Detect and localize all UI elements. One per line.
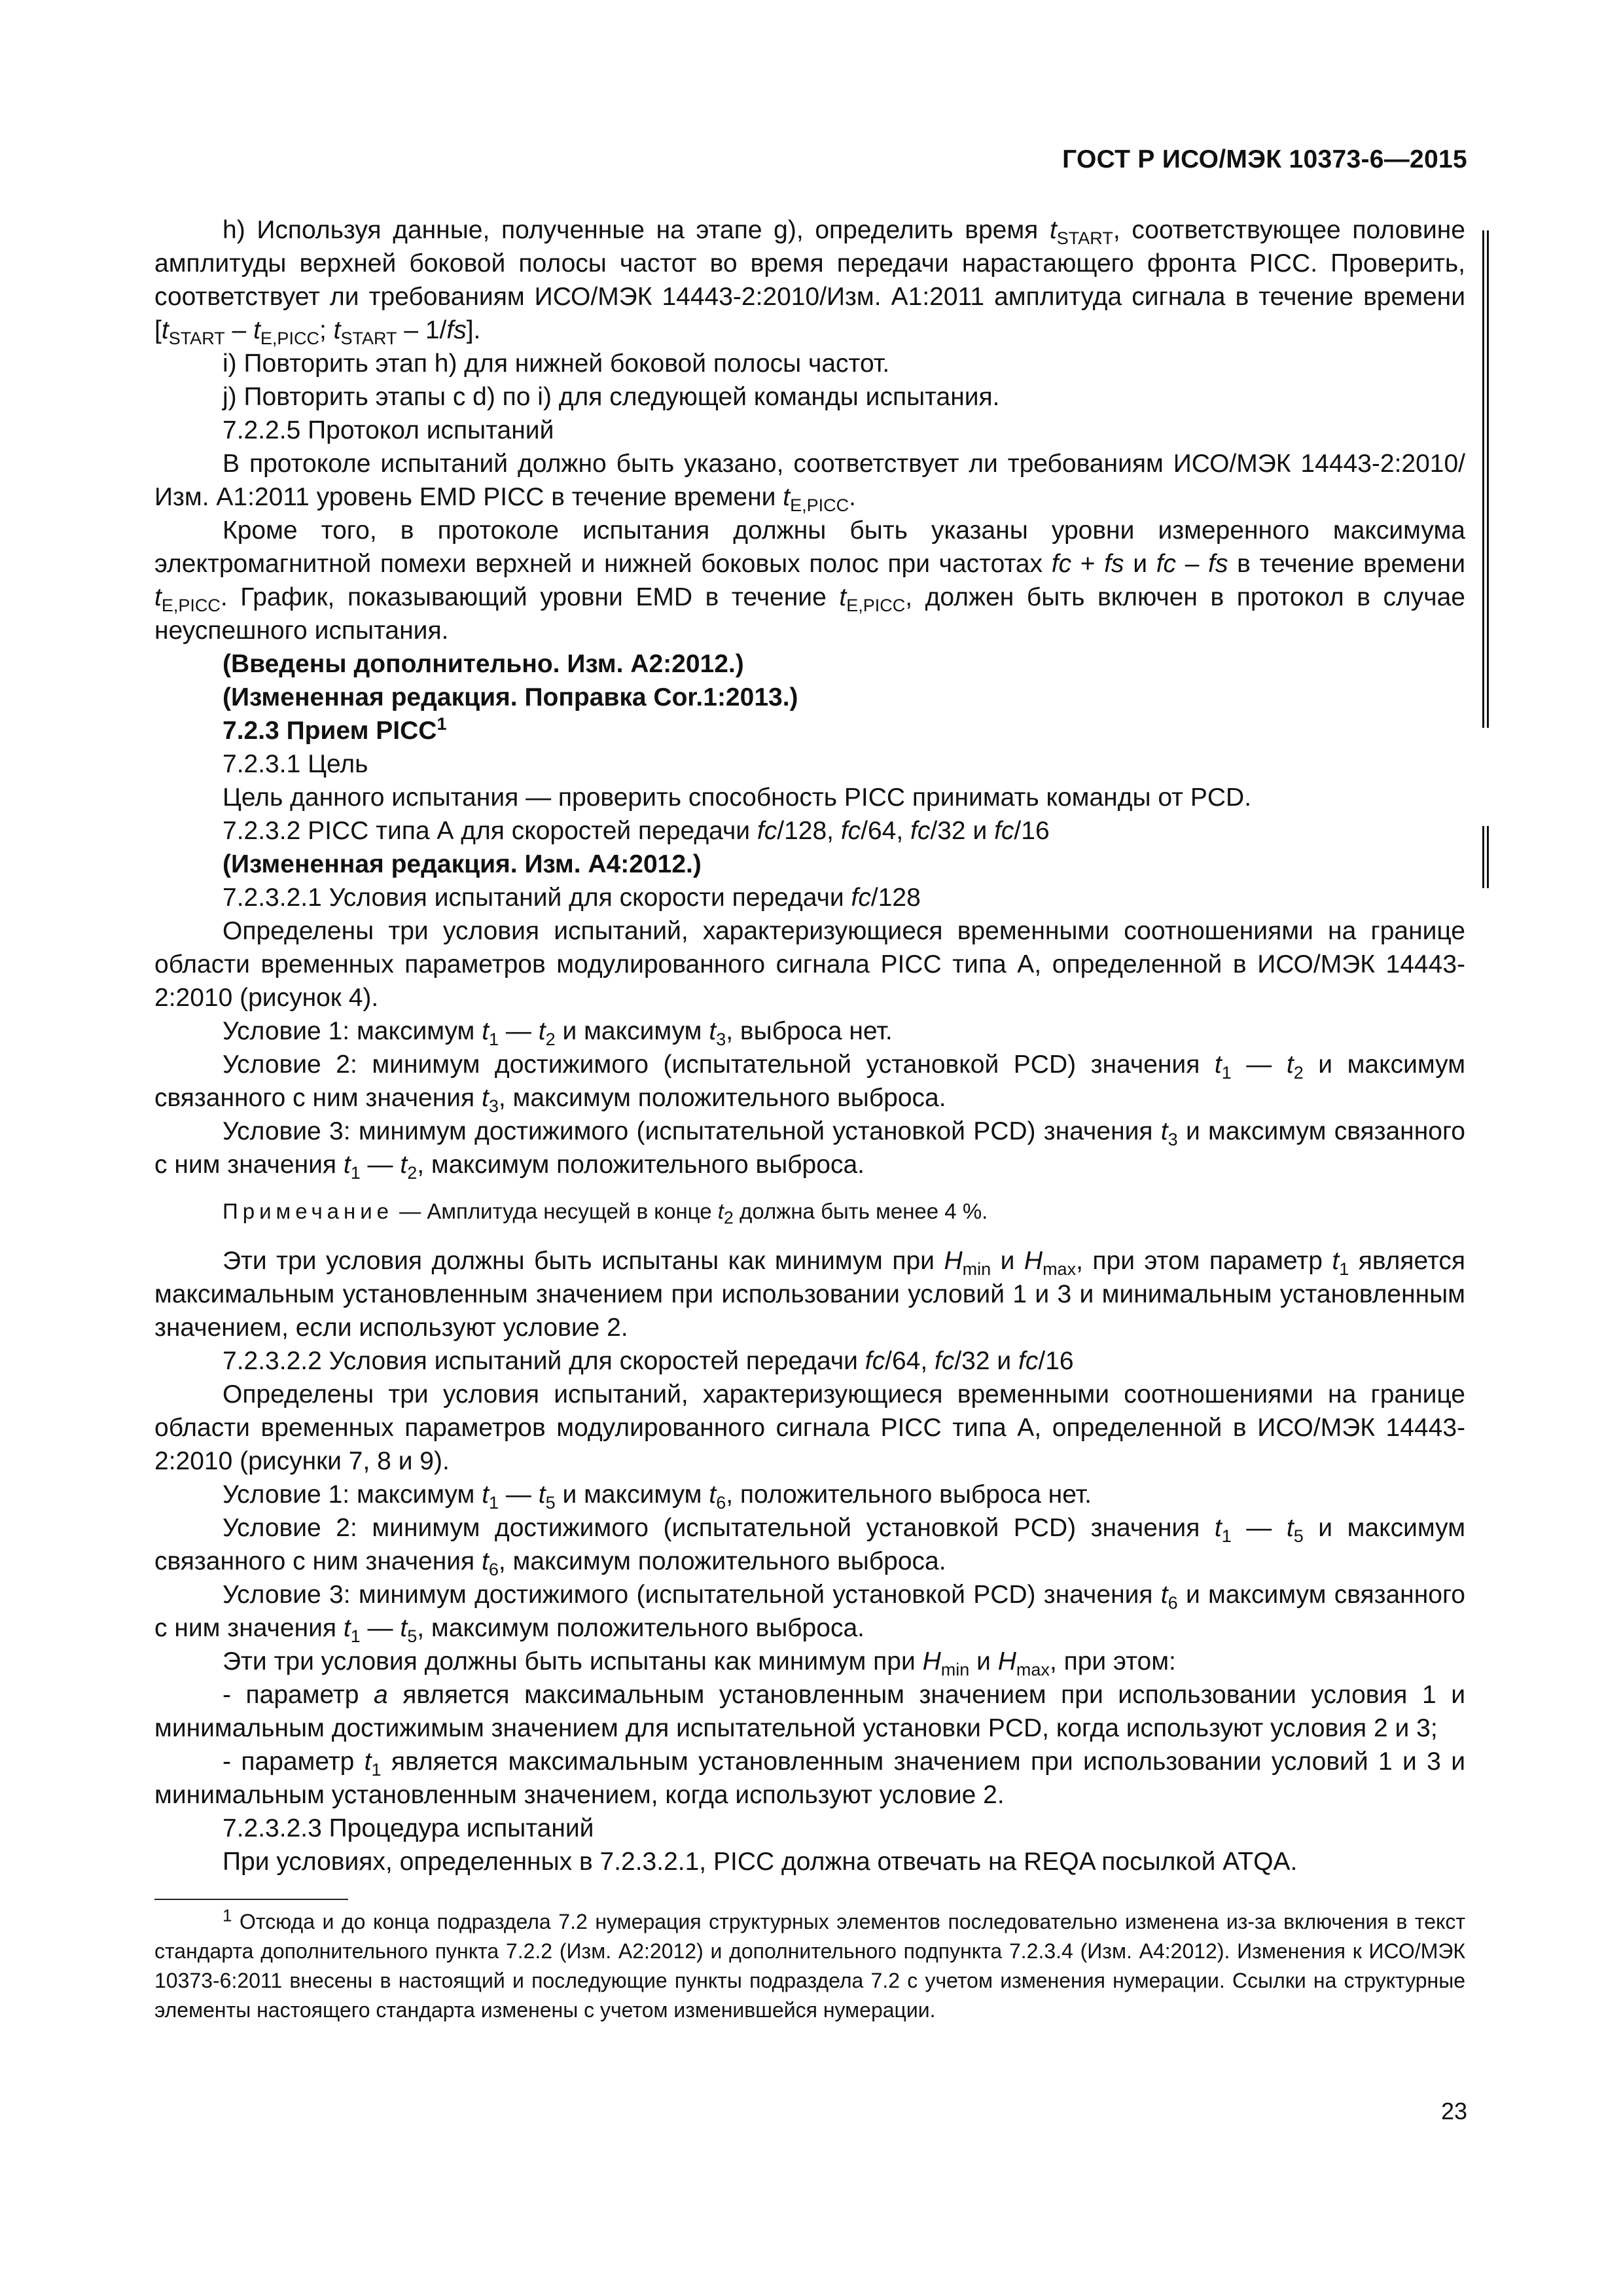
page-number: 23 xyxy=(1440,2098,1467,2125)
condition-2-b: Условие 2: минимум достижимого (испытательной установкой PCD) значения $t_1$ — $t_5$ и максимум связанного с ним значения $t_6$, максимум положительного выброса. xyxy=(154,1514,1466,1579)
paragraph-three-conditions-1: Эти три условия должны быть испытаны как минимум при $H_{min}$ и $H_{max}$, при этом параметр $t_1$ является максимальным установленным значением при использовании условий 1 и 3 и минимальным установленным значением, если используют условие 2. xyxy=(154,1247,1465,1342)
section-heading-7-2-3-1: 7.2.3.1 Цель xyxy=(223,750,368,778)
section-heading-7-2-3-2-1: 7.2.3.2.1 Условия испытаний для скорости передачи fc/128 xyxy=(223,884,921,912)
condition-3-a: Условие 3: минимум достижимого (испытательной установкой PCD) значения $t_3$ и максимум связанного с ним значения $t_1$ — $t_2$, максимум положительного выброса. xyxy=(154,1117,1465,1183)
main-text xyxy=(154,213,1465,1878)
change-bar xyxy=(1482,230,1484,728)
list-item-param-a: - параметр a является максимальным установленным значением при использовании условия 1 и минимальным достижимым значением для испытательной установки PCD, когда используют условия 2 и 3; xyxy=(154,1681,1465,1742)
paragraph-step-i: i) Повторить этап h) для нижней боковой полосы частот. xyxy=(223,350,890,378)
condition-3-b: Условие 3: минимум достижимого (испытательной установкой PCD) значения $t_6$ и максимум связанного с ним значения $t_1$ — $t_5$, максимум положительного выброса. xyxy=(154,1581,1465,1646)
condition-1-a: Условие 1: максимум $t_1$ — $t_2$ и максимум $t_3$, выброса нет. xyxy=(223,1017,893,1049)
paragraph-step-j: j) Повторить этапы с d) по i) для следующей команды испытания. xyxy=(223,383,1000,411)
paragraph-conditions-intro-2: Определены три условия испытаний, характеризующиеся временными соотношениями на границе области временных параметров модулированного сигнала PICC типа A, определенной в ИСО/МЭК 14443-2:2010 (рисунки 7, 8 и 9). xyxy=(154,1380,1465,1475)
section-heading-7-2-3-2-2: 7.2.3.2.2 Условия испытаний для скоростей передачи fc/64, fc/32 и fc/16 xyxy=(223,1347,1074,1375)
paragraph-conditions-intro-1: Определены три условия испытаний, характеризующиеся временными соотношениями на границе области временных параметров модулированного сигнала PICC типа A, определенной в ИСО/МЭК 14443-2:2010 (рисунок 4). xyxy=(154,917,1465,1012)
section-heading-7-2-3-2-3: 7.2.3.2.3 Процедура испытаний xyxy=(223,1814,594,1842)
section-heading-7-2-2-5: 7.2.2.5 Протокол испытаний xyxy=(223,416,554,444)
page-header-standard-code: ГОСТ Р ИСО/МЭК 10373-6—2015 xyxy=(1062,145,1467,173)
paragraph-protocol: В протоколе испытаний должно быть указано, соответствует ли требованиям ИСО/МЭК 14443-2:2010/Изм. A1:2011 уровень EMD PICC в течение времени $t_{E,PICC}$. xyxy=(154,450,1465,515)
paragraph-protocol-emd: Кроме того, в протоколе испытания должны быть указаны уровни измеренного максимума электромагнитной помехи верхней и нижней боковых полос при частотах fc + fs и fc – fs в течение времени $t_{E,PICC}$. График, показывающий уровни EMD в течение $t_{E,PICC}$, должен быть включен в протокол в случае неуспешного испытания. xyxy=(154,516,1465,645)
amendment-note-a4: (Измененная редакция. Изм. A4:2012.) xyxy=(223,850,702,878)
footnote-number: 1 xyxy=(223,1905,232,1926)
condition-1-b: Условие 1: максимум $t_1$ — $t_5$ и максимум $t_6$, положительного выброса нет. xyxy=(223,1480,1092,1513)
section-heading-7-2-3: 7.2.3 Прием PICC$^1$ xyxy=(223,714,447,745)
amendment-note-corrigendum: (Измененная редакция. Поправка Cor.1:2013.) xyxy=(223,683,798,711)
note: Примечание — Амплитуда несущей в конце $t_2$ должна быть менее 4 %. xyxy=(223,1199,988,1228)
condition-2-a: Условие 2: минимум достижимого (испытательной установкой PCD) значения $t_1$ — $t_2$ и максимум связанного с ним значения $t_3$, максимум положительного выброса. xyxy=(154,1050,1466,1116)
paragraph-step-h: h) Используя данные, полученные на этапе g), определить время $t_{START}$, соответствующее половине амплитуды верхней боковой полосы частот во время передачи нарастающего фронта PICC. Проверить, соответствует ли требованиям ИСО/МЭК 14443-2:2010/Изм. A1:2011 амплитуда сигнала в течение времени [$t_{START} - t_{E,PICC}$; $t_{START} - 1/fs$]. xyxy=(154,216,1465,348)
list-item-param-t1: - параметр $t_1$ является максимальным установленным значением при использовании условий 1 и 3 и минимальным установленным значением, когда используют условие 2. xyxy=(154,1748,1465,1809)
paragraph-goal: Цель данного испытания — проверить способность PICC принимать команды от PCD. xyxy=(223,783,1252,812)
change-bar xyxy=(1482,826,1484,888)
footnote: $^1$ Отсюда и до конца подраздела 7.2 нумерация структурных элементов последовательно изменена из-за включения в текст стандарта дополнительного пункта 7.2.2 (Изм. A2:2012) и дополнительного подпункта 7.2.3.4 (Изм. A4:2012). Изменения к ИСО/МЭК 10373-6:2011 внесены в настоящий и последующие пункты подраздела 7.2 с учетом изменения нумерации. Ссылки на структурные элементы настоящего стандарта изменены с учетом изменившейся нумерации. xyxy=(154,1905,1465,2022)
footnote-separator xyxy=(154,1899,348,1900)
paragraph-procedure: При условиях, определенных в 7.2.3.2.1, PICC должна отвечать на REQA посылкой ATQA. xyxy=(223,1848,1298,1876)
footnote-reference[interactable]: 1 xyxy=(437,714,447,734)
amendment-note-introduced: (Введены дополнительно. Изм. A2:2012.) xyxy=(223,650,744,678)
change-bar xyxy=(1487,230,1489,728)
change-bar xyxy=(1487,826,1489,888)
paragraph-three-conditions-2: Эти три условия должны быть испытаны как минимум при $H_{min}$ и $H_{max}$, при этом: xyxy=(223,1647,1176,1679)
section-heading-7-2-3-2: 7.2.3.2 PICC типа А для скоростей передачи fc/128, fc/64, fc/32 и fc/16 xyxy=(223,817,1050,845)
